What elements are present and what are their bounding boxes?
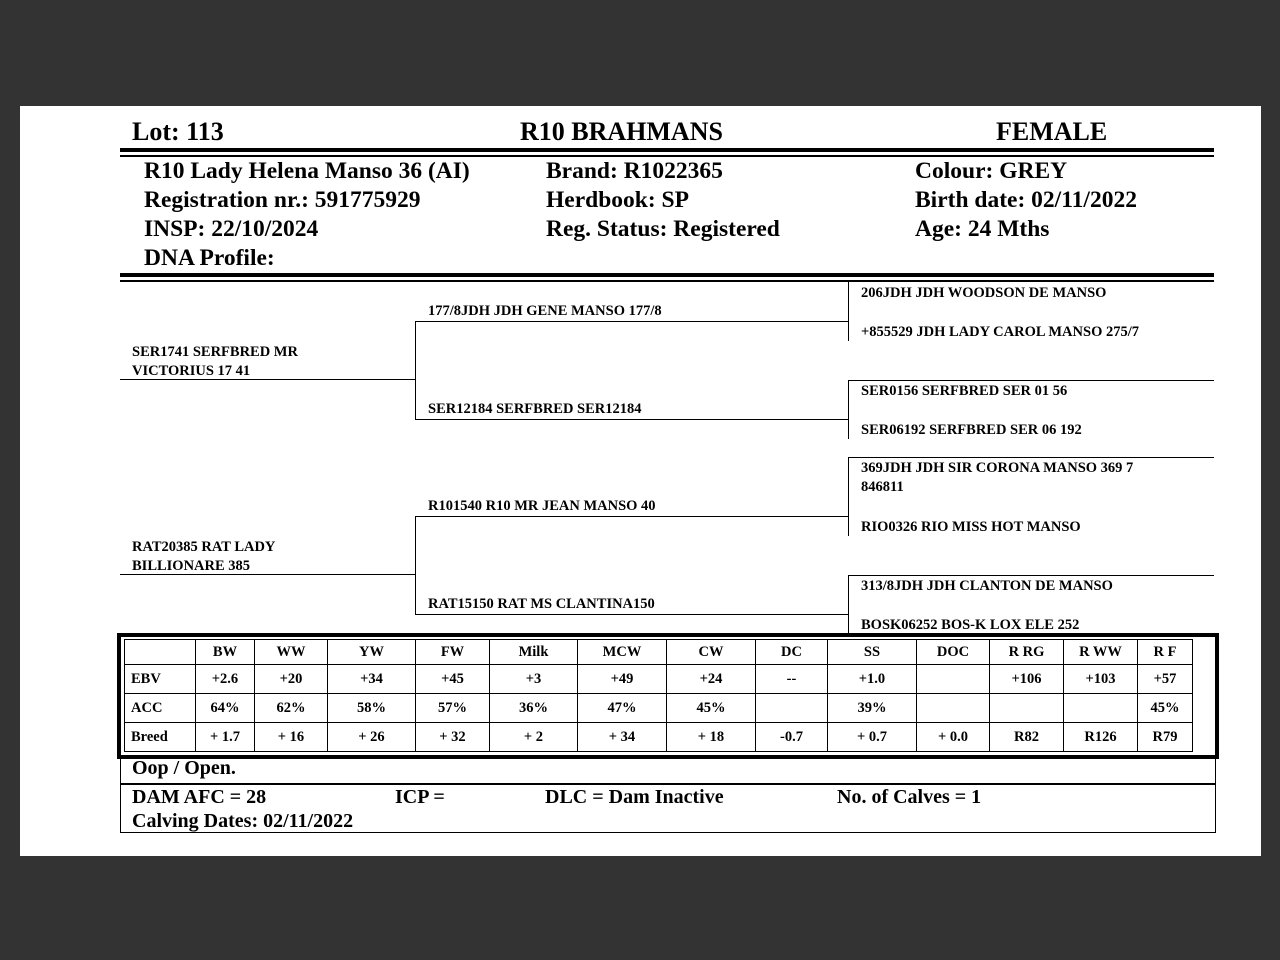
- ebv-col-header: R RG: [990, 640, 1064, 665]
- table-cell: +103: [1064, 665, 1138, 694]
- ebv-row-acc: [125, 694, 1193, 723]
- ebv-col-header: R WW: [1064, 640, 1138, 665]
- pedigree-ddd: BOSK06252 BOS-K LOX ELE 252: [861, 617, 1080, 633]
- inspection-date: INSP: 22/10/2024: [144, 216, 319, 242]
- table-cell: +1.0: [828, 665, 917, 694]
- table-cell: +24: [667, 665, 756, 694]
- table-cell: + 26: [328, 723, 416, 752]
- ebv-col-header: CW: [667, 640, 756, 665]
- row-label: ACC: [125, 694, 196, 723]
- ebv-row-breed: [125, 723, 1193, 752]
- footer-divider: [120, 783, 1216, 785]
- registration-status: Reg. Status: Registered: [546, 216, 780, 242]
- table-cell: +20: [255, 665, 328, 694]
- ebv-col-header: DC: [756, 640, 828, 665]
- dam-afc: DAM AFC = 28: [132, 786, 267, 808]
- table-cell: 62%: [255, 694, 328, 723]
- dna-profile: DNA Profile:: [144, 245, 275, 271]
- number-of-calves: No. of Calves = 1: [837, 786, 982, 808]
- ebv-col-header: Milk: [490, 640, 578, 665]
- table-cell: +34: [328, 665, 416, 694]
- ebv-col-header: YW: [328, 640, 416, 665]
- table-cell: +106: [990, 665, 1064, 694]
- table-cell: -0.7: [756, 723, 828, 752]
- table-cell: +49: [578, 665, 667, 694]
- catalogue-sheet: [20, 106, 1261, 856]
- ds-bracket: [848, 457, 849, 536]
- calving-dates: Calving Dates: 02/11/2022: [132, 810, 354, 832]
- pedigree-dsd: RIO0326 RIO MISS HOT MANSO: [861, 519, 1081, 535]
- table-cell: 58%: [328, 694, 416, 723]
- table-cell: [917, 694, 990, 723]
- table-cell: 36%: [490, 694, 578, 723]
- ebv-col-header: R F: [1138, 640, 1193, 665]
- table-cell: + 18: [667, 723, 756, 752]
- icp: ICP =: [395, 786, 445, 808]
- details-rule-thin: [120, 280, 1214, 282]
- row-label: EBV: [125, 665, 196, 694]
- colour: Colour: GREY: [915, 158, 1068, 184]
- sd-bracket: [848, 380, 849, 439]
- table-cell: [756, 694, 828, 723]
- table-cell: 57%: [416, 694, 490, 723]
- pedigree-sdd: SER06192 SERFBRED SER 06 192: [861, 422, 1082, 438]
- dlc: DLC = Dam Inactive: [545, 786, 724, 808]
- table-cell: [917, 665, 990, 694]
- table-cell: R79: [1138, 723, 1193, 752]
- age: Age: 24 Mths: [915, 216, 1050, 242]
- animal-name: R10 Lady Helena Manso 36 (AI): [144, 158, 470, 184]
- table-cell: 47%: [578, 694, 667, 723]
- pregnancy-status: Oop / Open.: [132, 757, 236, 779]
- sex-label: FEMALE: [996, 117, 1108, 146]
- herdbook: Herdbook: SP: [546, 187, 689, 213]
- table-cell: [990, 694, 1064, 723]
- dds-line: [848, 575, 1214, 576]
- table-cell: 45%: [1138, 694, 1193, 723]
- dd-line: [415, 614, 849, 615]
- table-cell: R82: [990, 723, 1064, 752]
- pedigree-dam: RAT20385 RAT LADY BILLIONARE 385: [132, 539, 276, 574]
- table-cell: + 32: [416, 723, 490, 752]
- table-cell: + 2: [490, 723, 578, 752]
- brand: Brand: R1022365: [546, 158, 723, 184]
- ebv-col-header: BW: [196, 640, 255, 665]
- ebv-col-header: SS: [828, 640, 917, 665]
- table-cell: [1064, 694, 1138, 723]
- pedigree-dds: 313/8JDH JDH CLANTON DE MANSO: [861, 578, 1113, 594]
- pedigree-sire-dam: SER12184 SERFBRED SER12184: [428, 401, 642, 417]
- table-cell: +45: [416, 665, 490, 694]
- pedigree-dam-dam: RAT15150 RAT MS CLANTINA150: [428, 596, 655, 612]
- pedigree-sss: 206JDH JDH WOODSON DE MANSO: [861, 285, 1107, 301]
- table-cell: + 1.7: [196, 723, 255, 752]
- row-label: Breed: [125, 723, 196, 752]
- sire-bracket: [415, 321, 416, 419]
- ss-line: [415, 321, 849, 322]
- sire-line: [120, 379, 416, 380]
- ebv-col-header: FW: [416, 640, 490, 665]
- dss-line: [848, 457, 1214, 458]
- herd-title: R10 BRAHMANS: [520, 117, 723, 146]
- dam-line: [120, 574, 416, 575]
- table-cell: --: [756, 665, 828, 694]
- dam-bracket: [415, 516, 416, 614]
- table-cell: + 16: [255, 723, 328, 752]
- sds-line: [848, 380, 1214, 381]
- table-cell: +3: [490, 665, 578, 694]
- pedigree-ssd: +855529 JDH LADY CAROL MANSO 275/7: [861, 324, 1139, 340]
- ebv-col-header: WW: [255, 640, 328, 665]
- details-rule-thick: [120, 273, 1214, 277]
- ebv-row-ebv: [125, 665, 1193, 694]
- birth-date: Birth date: 02/11/2022: [915, 187, 1137, 213]
- pedigree-sds: SER0156 SERFBRED SER 01 56: [861, 383, 1068, 399]
- dd-bracket: [848, 575, 849, 633]
- ebv-header-row: [125, 640, 1193, 665]
- table-cell: + 34: [578, 723, 667, 752]
- table-cell: 39%: [828, 694, 917, 723]
- ebv-table: [124, 639, 1193, 752]
- ebv-col-header: DOC: [917, 640, 990, 665]
- sd-line: [415, 419, 849, 420]
- registration-number: Registration nr.: 591775929: [144, 187, 421, 213]
- table-cell: +57: [1138, 665, 1193, 694]
- ds-line: [415, 516, 849, 517]
- pedigree-sire: SER1741 SERFBRED MR VICTORIUS 17 41: [132, 344, 298, 379]
- table-cell: R126: [1064, 723, 1138, 752]
- ebv-col-header: MCW: [578, 640, 667, 665]
- pedigree-dss: 369JDH JDH SIR CORONA MANSO 369 7 846811: [861, 460, 1134, 495]
- table-cell: +2.6: [196, 665, 255, 694]
- table-cell: + 0.0: [917, 723, 990, 752]
- table-cell: + 0.7: [828, 723, 917, 752]
- pedigree-dam-sire: R101540 R10 MR JEAN MANSO 40: [428, 498, 656, 514]
- ebv-col-header: [125, 640, 196, 665]
- ss-bracket: [848, 282, 849, 341]
- lot-number: Lot: 113: [132, 117, 224, 146]
- header-rule-thin: [120, 155, 1214, 157]
- pedigree-sire-sire: 177/8JDH JDH GENE MANSO 177/8: [428, 303, 662, 319]
- header-rule-thick: [120, 148, 1214, 152]
- table-cell: 45%: [667, 694, 756, 723]
- table-cell: 64%: [196, 694, 255, 723]
